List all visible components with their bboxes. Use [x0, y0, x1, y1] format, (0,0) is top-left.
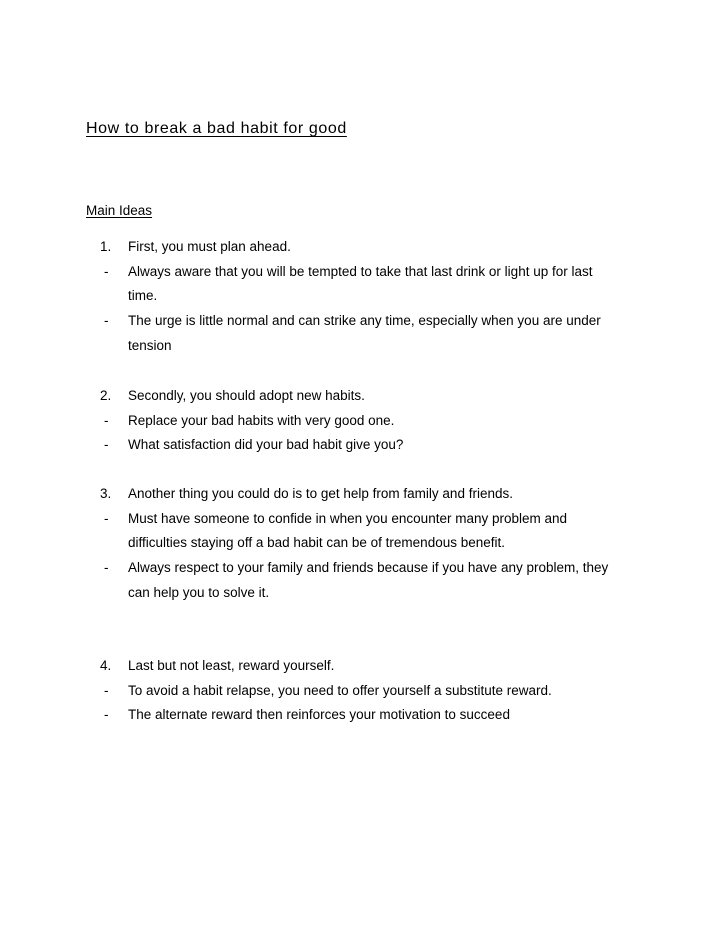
bullet-line: [100, 433, 660, 458]
main-idea-3: [100, 482, 660, 605]
list-number: 4.: [100, 658, 112, 673]
bullet-continuation: [100, 334, 660, 359]
bullet-text: tension: [128, 337, 172, 353]
main-idea-text: Secondly, you should adopt new habits.: [128, 388, 365, 403]
main-idea-text: First, you must plan ahead.: [128, 239, 291, 254]
bullet-line: [100, 507, 660, 532]
bullet-line: [100, 679, 660, 704]
bullet-text: What satisfaction did your bad habit give you?: [128, 437, 404, 453]
bullet-text: Replace your bad habits with very good one.: [128, 412, 395, 428]
bullet-text: Must have someone to confide in when you encounter many problem and: [128, 510, 568, 526]
main-ideas-heading: Main Ideas: [86, 203, 153, 218]
dash-bullet: -: [104, 313, 109, 329]
dash-bullet: -: [104, 412, 109, 428]
bullet-continuation: [100, 284, 660, 309]
bullet-line: [100, 409, 660, 434]
main-idea-4: [100, 654, 660, 728]
bullet-text: time.: [128, 288, 158, 304]
bullet-text: can help you to solve it.: [128, 584, 270, 600]
bullet-text: The alternate reward then reinforces your motivation to succeed: [128, 707, 510, 723]
list-number: 1.: [100, 239, 112, 254]
bullet-text: To avoid a habit relapse, you need to offer yourself a substitute reward.: [128, 682, 552, 698]
main-idea-heading: [100, 235, 660, 260]
dash-bullet: -: [104, 263, 109, 279]
bullet-line: [100, 556, 660, 581]
dash-bullet: -: [104, 682, 109, 698]
main-idea-1: [100, 235, 660, 358]
main-idea-2: [100, 384, 660, 458]
dash-bullet: -: [104, 707, 109, 723]
list-number: 2.: [100, 388, 112, 403]
bullet-line: [100, 309, 660, 334]
main-idea-heading: [100, 384, 660, 409]
main-idea-text: Last but not least, reward yourself.: [128, 658, 335, 673]
bullet-text: difficulties staying off a bad habit can be of tremendous benefit.: [128, 535, 505, 551]
bullet-line: [100, 260, 660, 285]
main-idea-heading: [100, 482, 660, 507]
dash-bullet: -: [104, 510, 109, 526]
list-number: 3.: [100, 486, 112, 501]
main-idea-text: Another thing you could do is to get help from family and friends.: [128, 486, 513, 501]
bullet-line: [100, 703, 660, 728]
main-idea-heading: [100, 654, 660, 679]
bullet-text: The urge is little normal and can strike any time, especially when you are under: [128, 313, 601, 329]
bullet-text: Always aware that you will be tempted to take that last drink or light up for last: [128, 263, 593, 279]
bullet-continuation: [100, 581, 660, 606]
bullet-continuation: [100, 531, 660, 556]
bullet-text: Always respect to your family and friends because if you have any problem, they: [128, 560, 609, 576]
document-title: How to break a bad habit for good: [86, 120, 347, 137]
dash-bullet: -: [104, 560, 109, 576]
dash-bullet: -: [104, 437, 109, 453]
